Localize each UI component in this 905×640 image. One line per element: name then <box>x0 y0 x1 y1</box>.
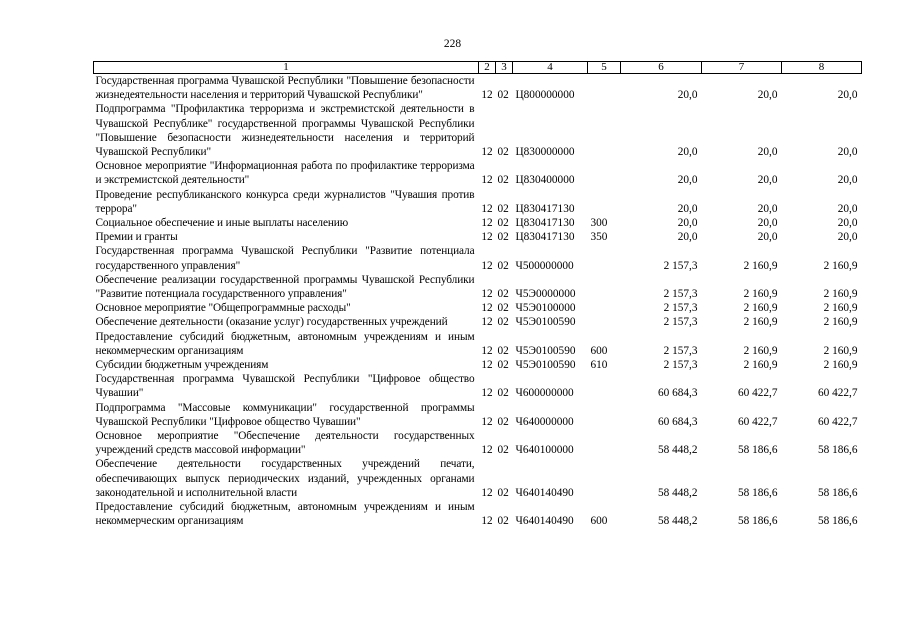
expense-name-cell: Государственная программа Чувашской Республики "Цифровое общество Чувашии" <box>95 373 475 400</box>
page-number: 228 <box>443 38 462 50</box>
table-row <box>94 457 862 500</box>
target-code-cell: Ц830417130 <box>515 231 575 244</box>
amount-col7-cell: 2 160,9 <box>743 344 778 357</box>
amount-col7-cell: 2 160,9 <box>743 316 778 329</box>
amount-col8-cell: 2 160,9 <box>823 316 858 329</box>
column-header-6: 6 <box>621 62 702 74</box>
expense-type-cell <box>588 273 621 301</box>
subsection-cell: 02 <box>497 344 509 357</box>
expense-name-cell: Премии и гранты <box>95 231 178 244</box>
column-header-8: 8 <box>782 62 862 74</box>
expense-type-cell: 600 <box>590 515 608 528</box>
table-row <box>94 102 862 159</box>
amount-col6-cell: 60 684,3 <box>657 415 698 428</box>
expense-type-cell <box>588 372 621 400</box>
column-header-5: 5 <box>588 62 621 74</box>
section-cell: 12 <box>481 302 493 315</box>
amount-col7-cell: 20,0 <box>757 231 778 244</box>
expense-name-cell: Основное мероприятие "Информационная работа по профилактике терроризма и экстремистской деятельности" <box>95 160 475 187</box>
amount-col6-cell: 2 157,3 <box>663 259 698 272</box>
expense-type-cell <box>588 401 621 429</box>
expense-type-cell: 300 <box>590 217 608 230</box>
target-code-cell: Ч5Э0100590 <box>515 316 576 329</box>
amount-col6-cell: 58 448,2 <box>657 444 698 457</box>
target-code-cell: Ч5Э0000000 <box>515 288 576 301</box>
column-header-3: 3 <box>496 62 513 74</box>
expense-name-cell: Социальное обеспечение и иные выплаты населению <box>95 217 349 230</box>
table-row <box>94 429 862 457</box>
section-cell: 12 <box>481 515 493 528</box>
expense-type-cell: 610 <box>590 359 608 372</box>
amount-col7-cell: 58 186,6 <box>737 515 778 528</box>
amount-col7-cell: 2 160,9 <box>743 288 778 301</box>
amount-col7-cell: 2 160,9 <box>743 359 778 372</box>
expense-name-cell: Обеспечение реализации государственной программы Чувашской Республики "Развитие потенциала государственного управления" <box>95 273 475 301</box>
amount-col8-cell: 2 160,9 <box>823 259 858 272</box>
amount-col6-cell: 58 448,2 <box>657 486 698 499</box>
amount-col6-cell: 20,0 <box>677 89 698 102</box>
amount-col8-cell: 58 186,6 <box>817 444 858 457</box>
amount-col8-cell: 20,0 <box>837 217 858 230</box>
expense-type-cell <box>588 102 621 159</box>
column-header-4: 4 <box>513 62 588 74</box>
amount-col7-cell: 20,0 <box>757 174 778 187</box>
header-row <box>94 62 862 74</box>
column-header-1: 1 <box>94 62 479 74</box>
expense-name-cell: Предоставление субсидий бюджетным, автономным учреждениям и иным некоммерческим организациям <box>95 330 475 357</box>
amount-col6-cell: 2 157,3 <box>663 288 698 301</box>
amount-col8-cell: 20,0 <box>837 89 858 102</box>
expense-name-cell: Предоставление субсидий бюджетным, автономным учреждениям и иным некоммерческим организациям <box>95 501 475 528</box>
amount-col8-cell: 20,0 <box>837 202 858 215</box>
expense-type-cell <box>588 429 621 457</box>
table-row <box>94 500 862 528</box>
subsection-cell: 02 <box>497 202 509 215</box>
expense-name-cell: Проведение республиканского конкурса среди журналистов "Чувашия против террора" <box>95 188 475 215</box>
expense-name-cell: Обеспечение деятельности (оказание услуг) государственных учреждений <box>95 316 448 329</box>
section-cell: 12 <box>481 174 493 187</box>
subsection-cell: 02 <box>497 316 509 329</box>
subsection-cell: 02 <box>497 288 509 301</box>
expense-name-cell: Субсидии бюджетным учреждениям <box>95 359 269 372</box>
table-row <box>94 216 862 230</box>
expense-type-cell <box>588 159 621 187</box>
amount-col8-cell: 20,0 <box>837 231 858 244</box>
amount-col6-cell: 20,0 <box>677 231 698 244</box>
amount-col8-cell: 2 160,9 <box>823 359 858 372</box>
table-row <box>94 273 862 301</box>
expense-type-cell <box>588 301 621 315</box>
subsection-cell: 02 <box>497 89 509 102</box>
amount-col7-cell: 58 186,6 <box>737 444 778 457</box>
table-row <box>94 330 862 358</box>
subsection-cell: 02 <box>497 515 509 528</box>
section-cell: 12 <box>481 288 493 301</box>
expense-name-cell: Основное мероприятие "Общепрограммные расходы" <box>95 302 351 315</box>
table-row <box>94 230 862 244</box>
target-code-cell: Ч600000000 <box>515 387 574 400</box>
target-code-cell: Ц830417130 <box>515 217 575 230</box>
table-row <box>94 188 862 216</box>
expense-type-cell <box>588 457 621 500</box>
target-code-cell: Ч5Э0100590 <box>515 359 576 372</box>
subsection-cell: 02 <box>497 146 509 159</box>
section-cell: 12 <box>481 231 493 244</box>
table-row <box>94 74 862 103</box>
amount-col6-cell: 2 157,3 <box>663 302 698 315</box>
expense-name-cell: Основное мероприятие "Обеспечение деятельности государственных учреждений средств массовой информации" <box>95 430 475 457</box>
amount-col6-cell: 2 157,3 <box>663 359 698 372</box>
expense-name-cell: Государственная программа Чувашской Республики "Развитие потенциала государственного управления" <box>95 245 475 272</box>
amount-col8-cell: 20,0 <box>837 146 858 159</box>
table-row <box>94 301 862 315</box>
amount-col8-cell: 60 422,7 <box>817 387 858 400</box>
amount-col6-cell: 20,0 <box>677 174 698 187</box>
table-row <box>94 315 862 329</box>
table-row <box>94 372 862 400</box>
budget-table <box>93 61 862 529</box>
amount-col8-cell: 58 186,6 <box>817 515 858 528</box>
expense-type-cell <box>588 188 621 216</box>
amount-col7-cell: 20,0 <box>757 202 778 215</box>
target-code-cell: Ч500000000 <box>515 259 574 272</box>
table-row <box>94 358 862 372</box>
section-cell: 12 <box>481 359 493 372</box>
table-row <box>94 401 862 429</box>
amount-col8-cell: 2 160,9 <box>823 288 858 301</box>
expense-name-cell: Государственная программа Чувашской Республики "Повышение безопасности жизнедеятельности населения и территорий Чувашской Республики" <box>95 75 475 102</box>
section-cell: 12 <box>481 415 493 428</box>
subsection-cell: 02 <box>497 259 509 272</box>
target-code-cell: Ч5Э0100590 <box>515 344 576 357</box>
column-header-7: 7 <box>702 62 782 74</box>
amount-col7-cell: 20,0 <box>757 217 778 230</box>
amount-col6-cell: 60 684,3 <box>657 387 698 400</box>
amount-col7-cell: 20,0 <box>757 146 778 159</box>
table-body <box>94 74 862 529</box>
subsection-cell: 02 <box>497 415 509 428</box>
target-code-cell: Ц800000000 <box>515 89 575 102</box>
amount-col7-cell: 60 422,7 <box>737 415 778 428</box>
amount-col6-cell: 2 157,3 <box>663 316 698 329</box>
table-row <box>94 159 862 187</box>
section-cell: 12 <box>481 316 493 329</box>
target-code-cell: Ц830417130 <box>515 202 575 215</box>
subsection-cell: 02 <box>497 486 509 499</box>
target-code-cell: Ц830000000 <box>515 146 575 159</box>
subsection-cell: 02 <box>497 217 509 230</box>
expense-name-cell: Обеспечение деятельности государственных учреждений печати, обеспечивающих выпуск периодических изданий, учрежденных органами законодательной и исполнительной власти <box>95 458 475 499</box>
amount-col6-cell: 20,0 <box>677 146 698 159</box>
target-code-cell: Ч5Э0100000 <box>515 302 576 315</box>
amount-col8-cell: 2 160,9 <box>823 302 858 315</box>
subsection-cell: 02 <box>497 387 509 400</box>
expense-name-cell: Подпрограмма "Профилактика терроризма и экстремистской деятельности в Чувашской Республике" государственной программы Чувашской Республики "Повышение безопасности жизнедеятельности населения и территорий Чувашской Республики" <box>95 103 475 159</box>
section-cell: 12 <box>481 217 493 230</box>
amount-col6-cell: 20,0 <box>677 202 698 215</box>
target-code-cell: Ц830400000 <box>515 174 575 187</box>
amount-col8-cell: 20,0 <box>837 174 858 187</box>
section-cell: 12 <box>481 202 493 215</box>
amount-col7-cell: 60 422,7 <box>737 387 778 400</box>
section-cell: 12 <box>481 146 493 159</box>
expense-type-cell: 600 <box>590 344 608 357</box>
section-cell: 12 <box>481 486 493 499</box>
subsection-cell: 02 <box>497 359 509 372</box>
subsection-cell: 02 <box>497 231 509 244</box>
amount-col8-cell: 58 186,6 <box>817 486 858 499</box>
subsection-cell: 02 <box>497 444 509 457</box>
section-cell: 12 <box>481 89 493 102</box>
section-cell: 12 <box>481 444 493 457</box>
section-cell: 12 <box>481 344 493 357</box>
amount-col6-cell: 20,0 <box>677 217 698 230</box>
amount-col7-cell: 20,0 <box>757 89 778 102</box>
target-code-cell: Ч640140490 <box>515 486 574 499</box>
expense-type-cell <box>588 74 621 103</box>
target-code-cell: Ч640100000 <box>515 444 574 457</box>
amount-col6-cell: 58 448,2 <box>657 515 698 528</box>
section-cell: 12 <box>481 259 493 272</box>
expense-type-cell: 350 <box>590 231 608 244</box>
expense-type-cell <box>588 315 621 329</box>
expense-type-cell <box>588 244 621 272</box>
section-cell: 12 <box>481 387 493 400</box>
amount-col7-cell: 58 186,6 <box>737 486 778 499</box>
amount-col8-cell: 60 422,7 <box>817 415 858 428</box>
table-row <box>94 244 862 272</box>
target-code-cell: Ч640140490 <box>515 515 574 528</box>
target-code-cell: Ч640000000 <box>515 415 574 428</box>
column-header-2: 2 <box>479 62 496 74</box>
subsection-cell: 02 <box>497 174 509 187</box>
table-header <box>94 62 862 74</box>
amount-col7-cell: 2 160,9 <box>743 259 778 272</box>
amount-col6-cell: 2 157,3 <box>663 344 698 357</box>
amount-col7-cell: 2 160,9 <box>743 302 778 315</box>
expense-name-cell: Подпрограмма "Массовые коммуникации" государственной программы Чувашской Республики "Цифровое общество Чувашии" <box>95 401 475 428</box>
amount-col8-cell: 2 160,9 <box>823 344 858 357</box>
subsection-cell: 02 <box>497 302 509 315</box>
